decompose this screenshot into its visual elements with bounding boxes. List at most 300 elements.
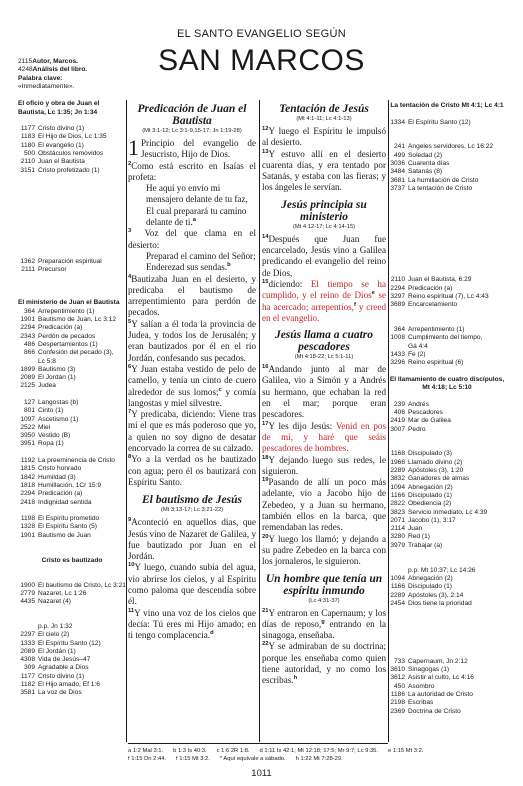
spacer — [18, 606, 126, 614]
reference-entry — [388, 674, 506, 682]
topic-number: 2779 — [20, 589, 35, 597]
spacer — [18, 449, 126, 457]
spacer — [18, 192, 126, 200]
footnote: b 1:3 Is 40:3. — [173, 748, 207, 754]
verse-2: $^2$Como está escrito en Isaías el profeta: — [128, 160, 256, 182]
spacer — [18, 92, 126, 100]
reference-entry — [18, 416, 126, 424]
topic-number: 2294 — [20, 324, 35, 332]
topic-number: 2419 — [390, 417, 405, 425]
topic-number: 3297 — [390, 292, 405, 300]
topic-number: 1177 — [20, 125, 35, 133]
column-divider-left — [126, 100, 127, 742]
topic-label: Palabra clave: — [18, 74, 63, 82]
topic-number: 3612 — [390, 674, 405, 682]
reference-entry — [388, 459, 506, 467]
topic-number: 241 — [393, 143, 405, 151]
topic-label: Obstáculos removidos — [38, 150, 104, 158]
topic-label: La autoridad de Cristo — [408, 691, 473, 699]
verse-10: $^{10}$Y luego, cuando subía del agua, vio abrirse los cielos, y al Espíritu como paloma que descendía sobre él. — [128, 562, 256, 607]
topic-heading: El oficio y obra de Juan el Bautista, Lc 1:35; Jn 1:34 — [18, 100, 100, 116]
topic-number: 2111 — [21, 266, 35, 274]
reference-entry — [388, 119, 506, 127]
reference-entry — [388, 475, 506, 483]
verse-14: $^{14}$Después que Juan fue encarcelado, Jesús vino a Galilea predicando el evangelio del reino de Dios, — [262, 233, 386, 278]
footnote-rule — [128, 743, 388, 744]
spacer — [18, 548, 126, 556]
topic-label: Arrepentimiento (1) — [408, 326, 465, 334]
reference-entry — [18, 83, 126, 91]
spacer — [388, 368, 506, 376]
reference-entry — [18, 523, 126, 531]
spacer — [18, 565, 126, 573]
topic-label: Red (1) — [408, 533, 430, 541]
reference-entry — [18, 598, 126, 606]
spacer — [388, 309, 506, 317]
spacer — [388, 218, 506, 226]
topic-number: 3681 — [390, 176, 405, 184]
reference-entry — [18, 158, 126, 166]
reference-entry — [388, 484, 506, 492]
reference-entry — [388, 666, 506, 674]
reference-entry — [18, 432, 126, 440]
reference-entry — [388, 326, 506, 334]
reference-entry — [18, 656, 126, 664]
spacer — [18, 183, 126, 191]
spacer — [388, 442, 506, 450]
reference-entry — [18, 266, 126, 274]
reference-entry — [18, 75, 126, 83]
section-heading: Jesús principia su ministerio — [281, 198, 367, 223]
verse-19: $^{19}$Pasando de allí un poco más adelante, vio a Jacobo hijo de Zebedeo, y a Juan su hermano, también ellos en la barca, que remendaban las redes. — [262, 477, 386, 533]
running-header: EL SANTO EVANGELIO SEGÚN — [177, 28, 346, 40]
footnote-marker: f — [353, 301, 356, 308]
topic-label: Predicación (a) — [38, 324, 83, 332]
topic-number: 2089 — [20, 647, 35, 655]
topic-number: 1901 — [20, 316, 35, 324]
topic-label: Discipulado (1) — [408, 491, 452, 499]
reference-entry — [18, 333, 126, 341]
reference-entry — [388, 143, 506, 151]
topic-label: El Hijo de Dios, Lc 1:35 — [38, 133, 107, 141]
verse-6: $^6$Y Juan estaba vestido de pelo de camello, y tenía un cinto de cuero alrededor de sus lomos;$^c$ y comía langostas y miel silvestre. — [128, 363, 256, 408]
footnote: a 1:2 Mal 3:1. — [128, 748, 164, 754]
topic-label: Vestido (B) — [38, 432, 71, 440]
topic-label: p.p. Mt 10:37; Lc 14:26 — [408, 566, 476, 574]
verse-9: $^9$Aconteció en aquellos días, que Jesús vino de Nazaret de Galilea, y fue bautizado por Juan en el Jordán. — [128, 517, 256, 562]
reference-entry — [18, 407, 126, 415]
reference-entry — [388, 592, 506, 600]
footnote-row — [128, 755, 508, 763]
topic-label: La tentación de Cristo — [408, 184, 473, 192]
topic-number: 239 — [393, 400, 405, 408]
topic-number: 2110 — [390, 276, 405, 284]
topic-number: 1899 — [20, 365, 35, 373]
topic-number: 3151 — [20, 166, 35, 174]
topic-label: Jacobo (1), 3:17 — [408, 516, 456, 524]
quote-line: He aquí yo envío mi mensajero delante de tu faz, — [146, 183, 248, 205]
topic-number: 500 — [23, 150, 35, 158]
quote-line: Enderezad sus sendas.$^b$ — [146, 262, 231, 273]
reference-entry — [18, 341, 126, 349]
topic-number — [18, 358, 38, 366]
topic-number: 2089 — [20, 374, 35, 382]
reference-entry — [388, 683, 506, 691]
topic-label: Miel — [38, 423, 51, 431]
topic-number: 2418 — [20, 498, 35, 506]
topic-number: 2071 — [390, 516, 405, 524]
spacer — [18, 391, 126, 399]
reference-entry — [388, 301, 506, 309]
topic-number: 1166 — [390, 583, 405, 591]
footnote-marker: a — [192, 217, 196, 224]
spacer — [18, 225, 126, 233]
footnote-marker: c — [218, 386, 222, 393]
reference-entry — [388, 334, 506, 342]
reference-entry — [18, 648, 126, 656]
words-of-jesus: Venid en pos de mí, y haré que seáis pescadores de hombres. — [262, 420, 386, 454]
topic-number: 2294 — [390, 284, 405, 292]
topic-number: 2289 — [390, 591, 405, 599]
topic-label: Judea — [38, 382, 56, 390]
verse-11: $^{11}$Y vino una voz de los cielos que decía: Tú eres mi Hijo amado; en ti tengo complacencia.$^d$ — [128, 607, 256, 641]
reference-entry — [388, 583, 506, 591]
reference-entry — [18, 631, 126, 639]
topic-label: Gá 4:4 — [408, 342, 428, 350]
topic-number: 1198 — [20, 515, 35, 523]
topic-number: 364 — [393, 326, 405, 334]
topic-label: Nazaret, Lc 1:26 — [38, 589, 87, 597]
topic-number: 1094 — [390, 483, 405, 491]
topic-label: p.p. Jn 1:32 — [38, 623, 73, 630]
topic-number: 3950 — [20, 432, 35, 440]
footnote: d 1:11 Is 42:1; Mt 12:18; 17:5; Mr 9:7; Lc 9:35. — [259, 748, 379, 754]
spacer — [388, 226, 506, 234]
verse-3: $^3$ Voz del que clama en el desierto: — [128, 228, 256, 250]
spacer — [388, 251, 506, 259]
topic-label: Llamado divino (2) — [408, 458, 463, 466]
topic-label: El Espíritu Santo (5) — [38, 523, 98, 531]
spacer — [18, 241, 126, 249]
parallel-references: (Mt 3:1-12; Lc 3:1-9,15-17; Jn 1:19-28) — [142, 128, 242, 134]
topic-number: 1180 — [20, 141, 35, 149]
reference-entry — [388, 699, 506, 707]
verse-21: $^{21}$Y entraron en Capernaum; y los días de reposo,$^g$ entrando en la sinagoga, enseñaba. — [262, 607, 386, 641]
topic-label: Cristo divino (1) — [38, 125, 85, 133]
reference-entry — [18, 640, 126, 648]
topic-number: 1333 — [20, 639, 35, 647]
verse-8: $^8$Yo a la verdad os he bautizado con agua; pero él os bautizará con Espíritu Santo. — [128, 454, 256, 487]
topic-number: 1168 — [390, 450, 405, 458]
spacer — [388, 608, 506, 616]
topic-heading: El llamamiento de cuatro discípulos, Mt 4:18; Lc 5:10 — [389, 375, 505, 392]
parallel-references: (Mt 4:12-17; Lc 4:14-15) — [292, 223, 356, 230]
topic-label: Perdón de pecados — [38, 332, 96, 340]
reference-entry — [18, 590, 126, 598]
topic-label: Andrés — [408, 400, 429, 408]
verse-12: $^{12}$Y luego el Espíritu le impulsó al desierto. — [262, 125, 386, 148]
parallel-references: (Mt 4:18-22; Lc 5:1-11) — [294, 354, 354, 361]
topic-number: 2369 — [390, 707, 405, 715]
parallel-references: (Lc 4:31-37) — [308, 597, 340, 604]
reference-entry — [18, 399, 126, 407]
topic-number: 3823 — [390, 508, 405, 516]
topic-label: Preparación espiritual — [38, 257, 102, 265]
topic-number: 1842 — [20, 473, 35, 481]
topic-label: El bautismo de Cristo, Lc 3:21 — [38, 581, 126, 589]
footnotes — [128, 747, 508, 763]
topic-label: Arrepentimiento (1) — [38, 307, 95, 315]
topic-label: Bautismo de Juan — [38, 531, 91, 539]
spacer — [388, 268, 506, 276]
reference-entry — [388, 426, 506, 434]
chapter-number: 1 — [128, 135, 139, 160]
topic-number: 866 — [23, 349, 35, 357]
topic-label: Apóstoles (3), 2:14 — [408, 591, 464, 599]
book-title: SAN MARCOS — [158, 44, 365, 77]
topic-heading: Cristo es bautizado — [41, 556, 103, 564]
topic-heading: La tentación de Cristo Mt 4:1; Lc 4:1 — [390, 102, 504, 109]
topic-number: 2522 — [20, 423, 35, 431]
topic-number: 3979 — [390, 541, 405, 549]
footnote: c 1:6 2R 1:8. — [216, 748, 250, 754]
topic-label: Mar de Galilea — [408, 417, 451, 425]
reference-entry — [388, 708, 506, 716]
topic-number: 1334 — [390, 118, 405, 126]
spacer — [388, 650, 506, 658]
topic-number: 2198 — [390, 699, 405, 707]
section-heading: Tentación de Jesús — [279, 103, 369, 115]
spacer — [388, 127, 506, 135]
section-heading: Jesús llama a cuatro pescadores — [274, 329, 374, 354]
topic-label: Obediencia (2) — [408, 500, 452, 508]
topic-label: Trabajar (a) — [408, 541, 443, 549]
reference-entry — [388, 276, 506, 284]
spacer — [18, 283, 126, 291]
reference-entry — [18, 424, 126, 432]
topic-label: Cuarenta días — [408, 160, 450, 168]
topic-number: 2110 — [20, 158, 35, 166]
footnote: * Aquí equivale a sábado. — [219, 756, 286, 762]
reference-entry — [388, 359, 506, 367]
topic-number: 1900 — [20, 581, 35, 589]
spacer — [18, 275, 126, 283]
topic-number — [18, 623, 38, 631]
topic-number: 2115 — [18, 58, 33, 65]
topic-label: Escribas — [408, 699, 434, 707]
reference-entry — [388, 177, 506, 185]
footnote: f 1:15 Dn 2:44. — [128, 756, 167, 762]
spacer — [388, 434, 506, 442]
spacer — [18, 291, 126, 299]
topic-number: 3689 — [390, 301, 405, 309]
reference-entry — [18, 532, 126, 540]
reference-entry — [18, 366, 126, 374]
topic-label: Cristo honrado — [38, 465, 82, 473]
topic-label: Langostas (b) — [38, 398, 79, 406]
topic-number: 127 — [23, 398, 35, 406]
topic-number: 2294 — [20, 490, 35, 498]
reference-entry — [18, 66, 126, 74]
section-heading: Predicación de Juan el Bautista — [137, 103, 247, 127]
spacer — [388, 392, 506, 400]
topic-number: 2297 — [20, 631, 35, 639]
topic-label: Predicación (a) — [38, 490, 83, 498]
topic-label: El Espíritu prometido — [38, 515, 100, 523]
column-divider-right — [388, 100, 389, 742]
topic-number: 3296 — [390, 359, 405, 367]
reference-entry — [388, 409, 506, 417]
footnote: f 1:15 Mt 3:2. — [176, 756, 210, 762]
spacer — [388, 616, 506, 624]
reference-entry — [388, 185, 506, 193]
reference-entry — [18, 440, 126, 448]
topic-label: Nazaret (4) — [38, 598, 71, 606]
reference-entry — [18, 673, 126, 681]
reference-entry — [388, 160, 506, 168]
spacer — [388, 318, 506, 326]
quote-line: Preparad el camino del Señor; — [146, 250, 256, 261]
spacer — [18, 540, 126, 548]
verse-20: $^{20}$Y luego los llamó; y dejando a su padre Zebedeo en la barca con los jornaleros, le siguieron. — [262, 533, 386, 567]
topic-label: Cinto (1) — [38, 407, 64, 415]
reference-entry — [388, 467, 506, 475]
verse-4: $^4$Bautizaba Juan en el desierto, y predicaba el bautismo de arrepentimiento para perdón de pecados. — [128, 273, 256, 318]
reference-entry — [18, 167, 126, 175]
reference-entry — [388, 285, 506, 293]
reference-entry — [18, 582, 126, 590]
text-column-2 — [262, 100, 386, 687]
spacer — [388, 202, 506, 210]
reference-entry — [388, 658, 506, 666]
topic-label: El evangelio (1) — [38, 141, 84, 149]
topic-number: 733 — [393, 657, 405, 665]
section-heading: Un hombre que tenía un espíritu inmundo — [265, 572, 383, 597]
spacer — [18, 615, 126, 623]
topic-number: 1818 — [20, 481, 35, 489]
reference-entry — [18, 623, 126, 631]
footnote-marker: b — [227, 262, 231, 269]
topic-number: 1008 — [390, 334, 405, 342]
section-heading: El bautismo de Jesús — [141, 494, 242, 507]
reference-entry — [388, 450, 506, 458]
topic-label: Juan el Bautista, 6:29 — [408, 276, 472, 284]
spacer — [18, 573, 126, 581]
reference-entry — [18, 689, 126, 697]
reference-entry — [18, 150, 126, 158]
topic-label: El Jordán (1) — [38, 647, 76, 655]
verse-1: 1 Principio del evangelio de Jesucristo, Hijo de Dios. — [128, 135, 256, 160]
verse-18: $^{18}$Y dejando luego sus redes, le siguieron. — [262, 454, 386, 476]
verse-17: $^{17}$Y les dijo Jesús: Venid en pos de mí, y haré que seáis pescadores de hombres. — [262, 420, 386, 454]
topic-number: 4248 — [18, 66, 33, 74]
topic-label: Lc 5:8 — [38, 357, 56, 365]
topic-number: 2822 — [390, 500, 405, 508]
topic-label: Fe (2) — [408, 350, 426, 358]
topic-number: 2289 — [390, 467, 405, 475]
reference-entry — [18, 382, 126, 390]
reference-entry — [18, 482, 126, 490]
topic-number: 1192 — [20, 457, 35, 465]
reference-entry — [18, 465, 126, 473]
reference-entry — [18, 324, 126, 332]
topic-label: Cristo profetizado (1) — [38, 166, 100, 174]
topic-label: Encarcelamiento — [408, 301, 458, 309]
topic-label: Juan el Bautista — [38, 158, 85, 166]
topic-label: Vida de Jesús–47 — [38, 656, 91, 664]
topic-number: 450 — [393, 682, 405, 690]
reference-entry — [388, 492, 506, 500]
topic-label: Ganadores de almas — [408, 475, 470, 483]
spacer — [388, 633, 506, 641]
topic-number: 3007 — [390, 425, 405, 433]
reference-entry — [18, 374, 126, 382]
topic-number: 3036 — [390, 160, 405, 168]
verse-13: $^{13}$Y estuvo allí en el desierto cuarenta días, y era tentado por Satanás, y estaba con las fieras; y los ángeles le servían. — [262, 148, 386, 193]
reference-entry — [388, 533, 506, 541]
topic-number: 1097 — [20, 415, 35, 423]
spacer — [388, 243, 506, 251]
spacer — [388, 558, 506, 566]
topic-label: Pedro — [408, 425, 426, 433]
reference-entry — [388, 401, 506, 409]
reference-entry — [388, 542, 506, 550]
topic-label: Asombro — [408, 682, 435, 690]
topic-number: 3610 — [390, 666, 405, 674]
reference-entry — [388, 152, 506, 160]
topic-number: 801 — [23, 407, 35, 415]
spacer — [18, 175, 126, 183]
reference-entry — [18, 490, 126, 498]
topic-number: 1362 — [20, 257, 35, 265]
topic-label: La humillación de Cristo — [408, 176, 479, 184]
topic-label: Humildad (3) — [38, 473, 76, 481]
topic-label: Doctrina de Cristo — [408, 707, 461, 715]
column-divider-center — [259, 100, 260, 742]
topic-label: Confesión del pecado (3), — [38, 349, 114, 357]
footnote: e 1:15 Mt 3:2. — [388, 748, 424, 754]
topic-label: La preeminencia de Cristo — [38, 457, 115, 465]
reference-entry — [18, 349, 126, 357]
topic-label: Soledad (2) — [408, 151, 443, 159]
topic-number: 3832 — [390, 475, 405, 483]
reference-entry — [388, 517, 506, 525]
page-number: 1011 — [251, 768, 272, 779]
topic-number: 4308 — [20, 656, 35, 664]
reference-entry — [18, 258, 126, 266]
topic-label: Apóstoles (3), 1:20 — [408, 467, 464, 475]
quote-line: El cual preparará tu camino delante de ti.$^a$ — [146, 205, 247, 228]
topic-label: Abnegación (2) — [408, 574, 453, 582]
topic-label: Ropa (1) — [38, 440, 64, 448]
reference-entry — [388, 525, 506, 533]
topic-label: Servicio inmediato, Lc 4:39 — [408, 508, 488, 516]
spacer — [388, 260, 506, 268]
topic-number: 1166 — [390, 491, 405, 499]
topic-label: Satanás (8) — [408, 168, 443, 176]
topic-label: Humillación, 1Cr 15:9 — [38, 481, 102, 489]
topic-number: 3484 — [390, 168, 405, 176]
reference-entry — [388, 691, 506, 699]
topic-label: Dios tiene la prioridad — [408, 599, 472, 607]
topic-number: 1177 — [20, 672, 35, 680]
reference-entry — [18, 457, 126, 465]
reference-entry — [388, 293, 506, 301]
topic-number: 2125 — [20, 382, 35, 390]
reference-entry — [18, 316, 126, 324]
topic-number: 1815 — [20, 465, 35, 473]
topic-number: 3581 — [20, 689, 35, 697]
